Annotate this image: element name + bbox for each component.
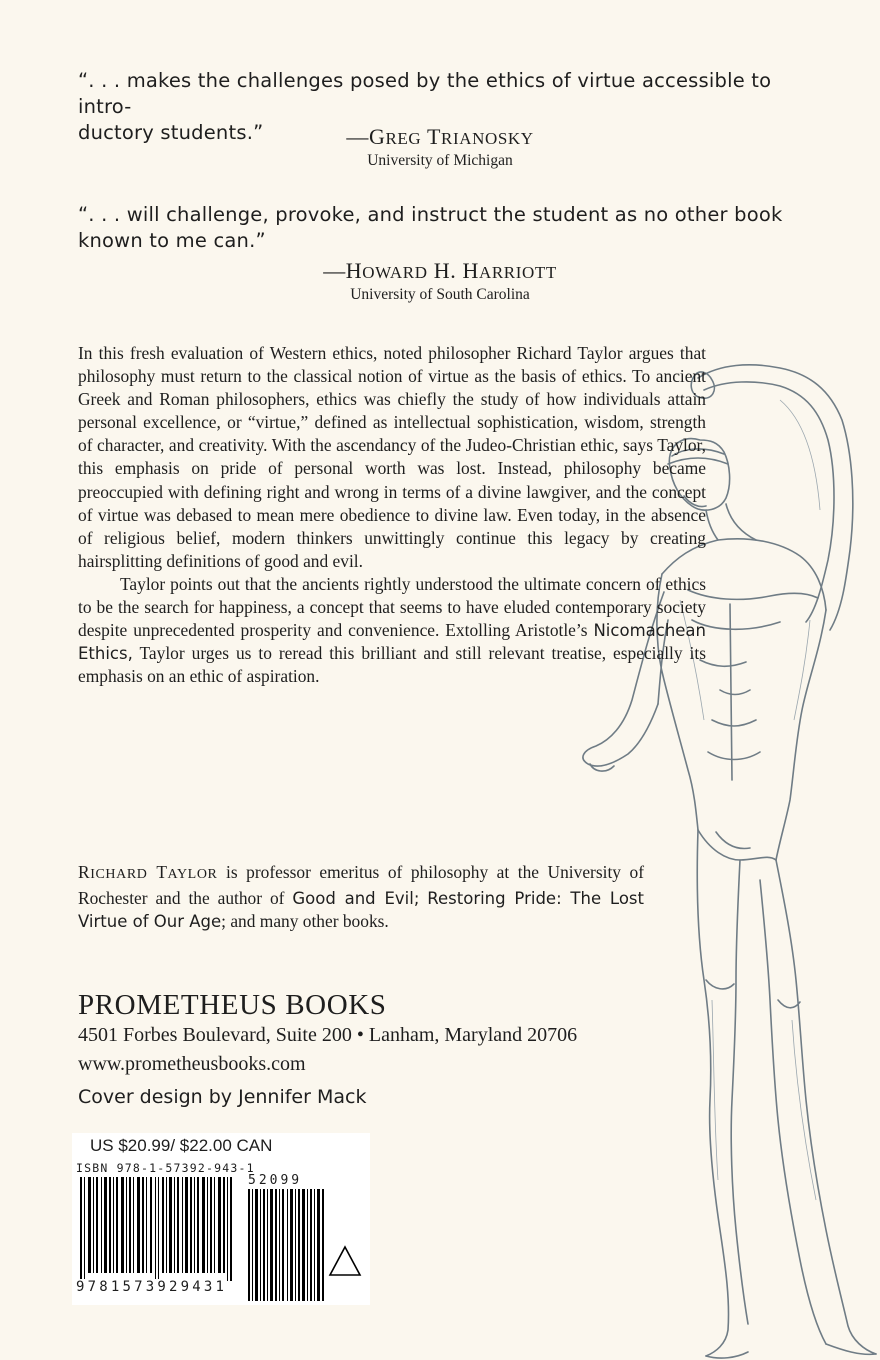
publisher-block [78,990,577,1108]
statue-left-leg [697,830,728,1356]
quote-1-institution: University of Michigan [367,152,513,169]
addon-barcode [246,1189,326,1301]
addon-digits: 52099 [248,1173,303,1188]
description [78,342,706,688]
publisher-website: www.prometheusbooks.com [78,1053,306,1075]
quote-2-institution: University of South Carolina [350,286,530,303]
author-bio: RICHARD TAYLOR is professor emeritus of philosophy at the University of Rochester and the author of Good and Evil; Restoring Pride: The Lost Virtue of Our Age; and many other books. [78,862,644,931]
author-bio-text: is professor emeritus of philosophy at the University of Rochester and the author of [78,862,644,908]
book-title-nicomachean: Nicomachean Ethics, [78,621,706,664]
quote-2-line-2: known to me can.” [78,229,266,252]
barcode-panel [72,1133,370,1305]
cover-design-credit: Cover design by Jennifer Mack [78,1086,367,1108]
quote-2-text [78,202,798,254]
description-paragraph-2 [78,573,706,688]
description-paragraph-2-start: Taylor points out that the ancients rightly understood the ultimate concern of ethics to be the search for happiness, a concept that seems to have eluded contemporary society despite unprecedented prosperity and convenience. Extolling Aristotle’s [78,573,706,641]
description-paragraph-2-end: Taylor urges us to reread this brilliant and still relevant treatise, especially its emphasis on an ethic of aspiration. [78,643,706,687]
triangle-icon [328,1245,362,1277]
statue-right-leg [776,860,876,1354]
isbn-label: ISBN 978-1-57392-943-1 [76,1161,255,1175]
quote-1-author: —GREG TRIANOSKY [346,124,534,149]
quote-1-line-2: ductory students.” [78,121,264,144]
quote-1-line-1: “. . . makes the challenges posed by the ethics of virtue accessible to intro- [78,69,772,118]
statue-raised-arm [698,365,853,630]
author-bio-end: ; and many other books. [221,911,389,931]
price-label: US $20.99/ $22.00 CAN [90,1136,273,1155]
quote-2-attribution [0,258,880,304]
quote-2-author: —HOWARD H. HARRIOTT [323,258,557,283]
quote-1-attribution [0,124,880,170]
quote-2-line-1: “. . . will challenge, provoke, and instruct the student as no other book [78,203,783,226]
publisher-name: PROMETHEUS BOOKS [78,989,387,1021]
publisher-address: 4501 Forbes Boulevard, Suite 200 • Lanham, Maryland 20706 [78,1024,578,1046]
description-paragraph-1: In this fresh evaluation of Western ethics, noted philosopher Richard Taylor argues that philosophy must return to the classical notion of virtue as the basis of ethics. To ancient Greek and Roman philosophers, ethics was chiefly the study of how individuals attain personal excellence, or “virtue,” defined as intellectual sophistication, wisdom, strength of character, and creativity. With the ascendancy of the Judeo-Christian ethic, says Taylor, this emphasis on pride of personal worth was lost. Instead, philosophy became preoccupied with defining right and wrong in terms of a divine lawgiver, and the concept of virtue was debased to mean mere obedience to divine law. Even today, in the absence of religious belief, modern thinkers unwittingly continue this legacy by creating hairsplitting definitions of good and evil. [78,343,706,571]
author-name: RICHARD TAYLOR [78,862,218,882]
book-title-restoring-pride: Restoring Pride: The Lost Virtue of Our Age [78,888,644,931]
book-title-good-and-evil: Good and Evil [292,888,414,908]
ean-digits: 9781573929431 [76,1279,228,1295]
